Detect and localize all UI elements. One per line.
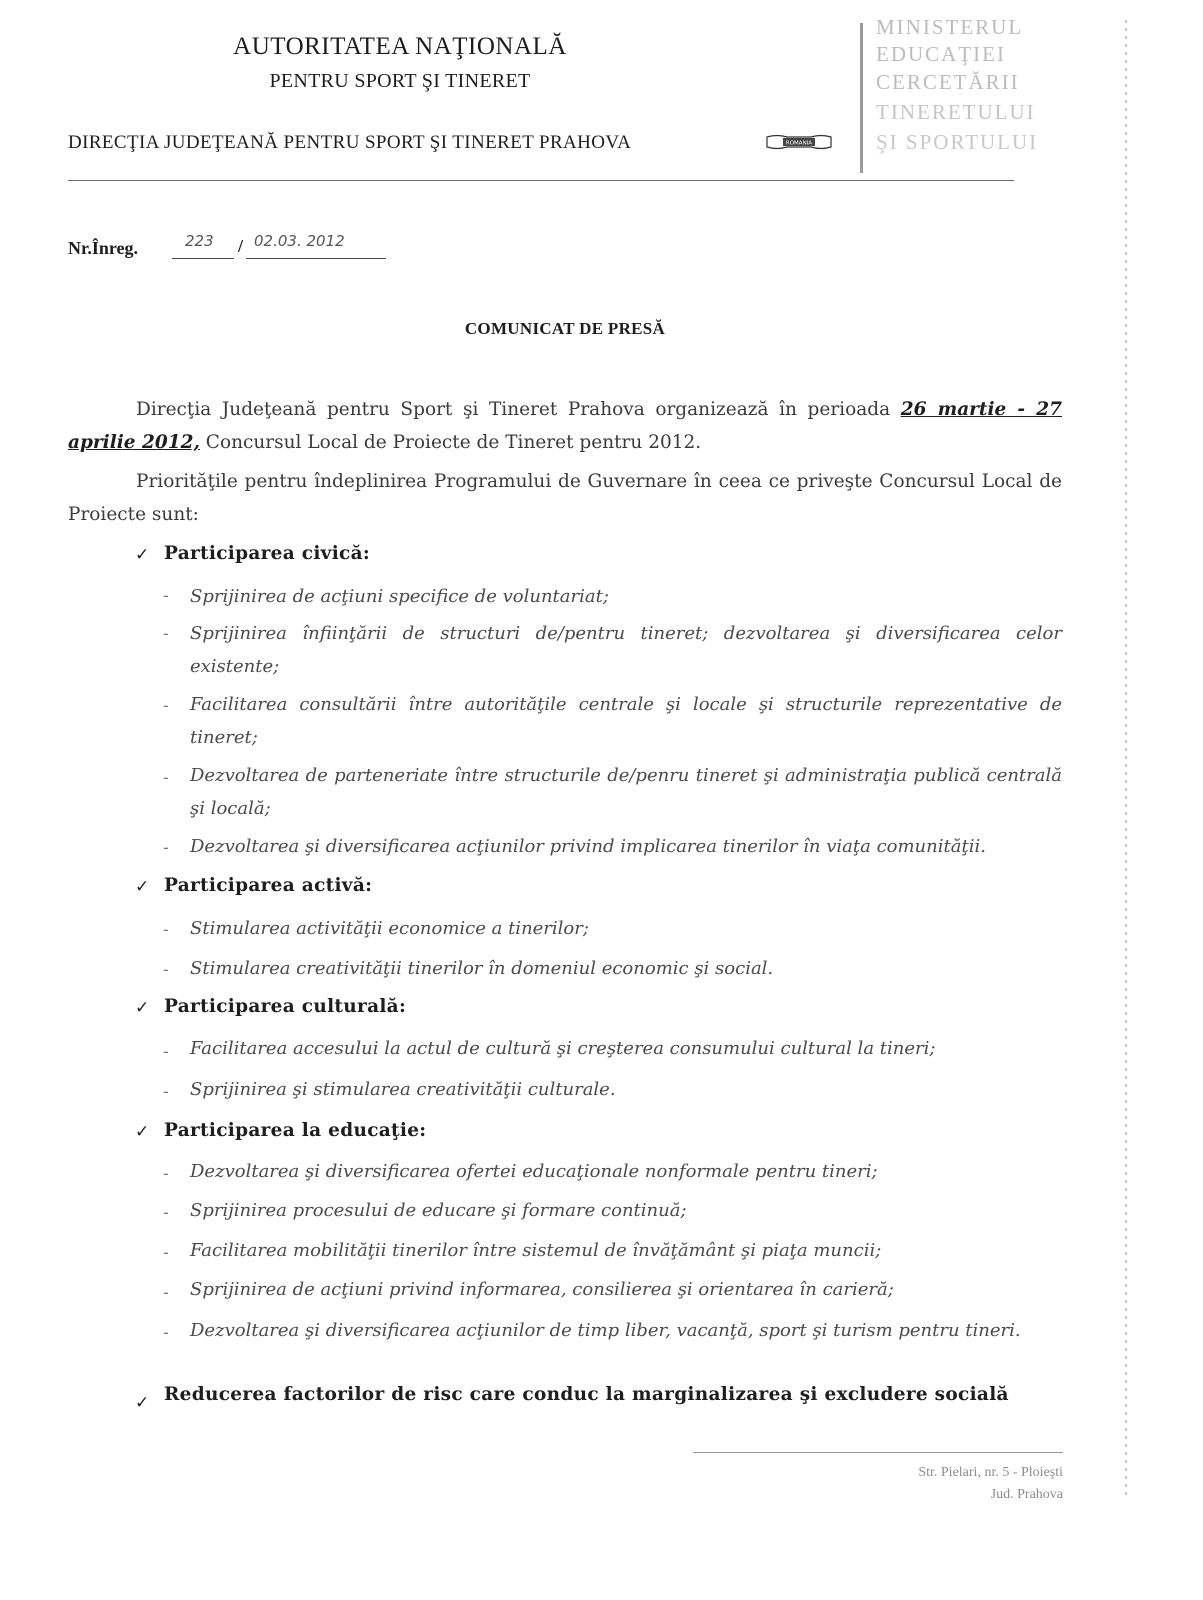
romania-flag-icon: [765, 134, 833, 150]
priorities-intro: [68, 465, 1062, 531]
list-item: Stimularea creativităţii tinerilor în domeniul economic şi social.: [190, 958, 774, 979]
footer-address-street: Str. Pielari, nr. 5 - Ploieşti: [918, 1465, 1063, 1480]
intro-text-after: Concursul Local de Proiecte de Tineret pentru 2012.: [199, 432, 702, 453]
list-item: Sprijinirea de acţiuni privind informarea, consilierea şi orientarea în carieră;: [190, 1279, 894, 1300]
list-item: Sprijinirea de acţiuni specifice de voluntariat;: [190, 586, 609, 607]
list-item: Dezvoltarea şi diversificarea acţiunilor privind implicarea tinerilor în viaţa comunităţii.: [190, 836, 986, 857]
page-title: COMUNICAT DE PRESĂ: [464, 319, 666, 338]
registration-number: 223: [185, 232, 214, 250]
registration-number-line: [172, 258, 234, 259]
ministry-line: CERCETĂRII: [876, 70, 1020, 94]
dash-bullet: -: [163, 696, 169, 716]
header-divider: [68, 180, 1014, 181]
dash-bullet: -: [163, 1243, 169, 1263]
section-title: Participarea civică:: [164, 543, 371, 564]
ministry-line: ŞI SPORTULUI: [876, 130, 1039, 154]
dash-bullet: -: [163, 960, 169, 980]
check-icon: ✓: [135, 877, 150, 897]
ministry-line: MINISTERUL: [876, 15, 1024, 39]
footer-address-county: Jud. Prahova: [990, 1487, 1063, 1502]
registration-label: Nr.Înreg.: [68, 238, 139, 258]
priorities-intro-text: Priorităţile pentru îndeplinirea Programului de Guvernare în ceea ce priveşte Concursul Local de Proiecte sunt:: [68, 471, 1062, 525]
dash-bullet: -: [163, 1164, 169, 1184]
section-title: Participarea culturală:: [164, 996, 407, 1017]
intro-text-before: Direcţia Judeţeană pentru Sport şi Tineret Prahova organizează în perioada: [136, 399, 901, 420]
check-icon: ✓: [135, 998, 150, 1018]
registration-date-line: [246, 258, 386, 259]
ministry-line: TINERETULUI: [876, 100, 1036, 124]
dash-bullet: -: [163, 768, 169, 788]
list-item: Sprijinirea şi stimularea creativităţii culturale.: [190, 1079, 616, 1100]
dash-bullet: -: [163, 920, 169, 940]
section-title: Participarea la educaţie:: [164, 1120, 427, 1141]
dash-bullet: -: [163, 1203, 169, 1223]
list-item: Facilitarea mobilităţii tinerilor între sistemul de învăţământ şi piaţa muncii;: [190, 1240, 882, 1261]
section-title: Reducerea factorilor de risc care conduc la marginalizarea şi excludere socială: [164, 1384, 1009, 1405]
ministry-line: EDUCAŢIEI: [876, 42, 1006, 66]
check-icon: ✓: [135, 545, 150, 565]
registration-separator: /: [238, 236, 244, 256]
ministry-logo-bar: [860, 23, 863, 173]
dash-bullet: -: [163, 838, 169, 858]
authority-subtitle: PENTRU SPORT ŞI TINERET: [269, 70, 531, 92]
intro-period: 26 martie - 27 aprilie 2012,: [68, 399, 1062, 453]
dash-bullet: -: [163, 1283, 169, 1303]
dash-bullet: -: [163, 624, 169, 644]
check-icon: ✓: [135, 1122, 150, 1142]
list-item: Sprijinirea procesului de educare şi formare continuă;: [190, 1200, 687, 1221]
directorate-name: DIRECŢIA JUDEŢEANĂ PENTRU SPORT ŞI TINERET PRAHOVA: [68, 132, 632, 153]
dash-bullet: -: [163, 586, 169, 606]
footer-divider: [693, 1452, 1063, 1453]
intro-paragraph: [68, 393, 1062, 459]
dash-bullet: -: [163, 1323, 169, 1343]
authority-name: AUTORITATEA NAŢIONALĂ: [233, 33, 567, 60]
dash-bullet: -: [163, 1042, 169, 1062]
section-title: Participarea activă:: [164, 875, 373, 896]
flag-label: ROMANIA: [785, 140, 813, 147]
registration-date: 02.03. 2012: [254, 232, 345, 250]
list-item: Dezvoltarea şi diversificarea acţiunilor de timp liber, vacanţă, sport şi turism pentru tineri.: [190, 1320, 1021, 1341]
check-icon: ✓: [135, 1393, 150, 1413]
list-item: Dezvoltarea şi diversificarea ofertei educaţionale nonformale pentru tineri;: [190, 1161, 878, 1182]
list-item: Dezvoltarea de parteneriate între structurile de/penru tineret şi administraţia publică centrală şi locală;: [190, 765, 1062, 819]
list-item: Stimularea activităţii economice a tinerilor;: [190, 918, 589, 939]
ministry-logo: [858, 15, 1039, 165]
scan-edge-artifact: [1120, 20, 1132, 1500]
list-item: Facilitarea accesului la actul de cultură şi creşterea consumului cultural la tineri;: [190, 1038, 936, 1059]
list-item: Sprijinirea înfiinţării de structuri de/pentru tineret; dezvoltarea şi diversificarea celor existente;: [190, 623, 1062, 677]
dash-bullet: -: [163, 1082, 169, 1102]
list-item: Facilitarea consultării între autorităţile centrale şi locale şi structurile reprezentative de tineret;: [190, 694, 1062, 748]
